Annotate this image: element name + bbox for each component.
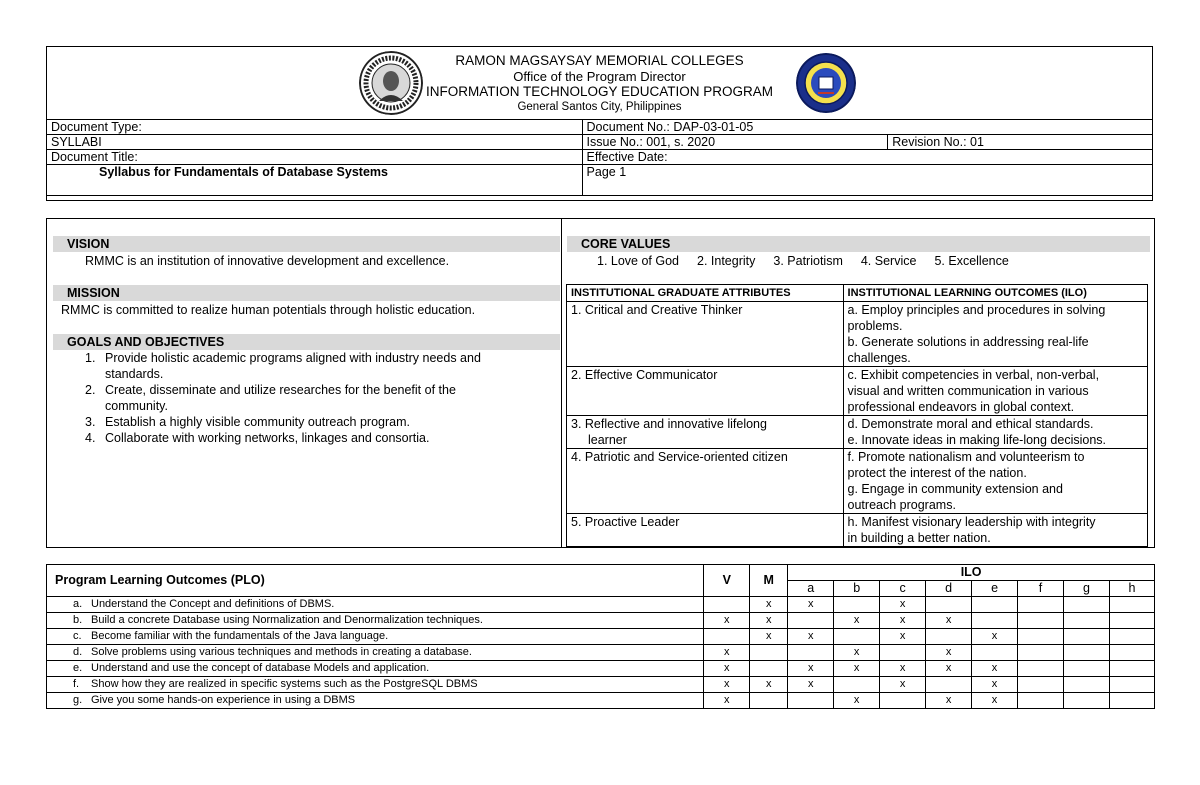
- plo-letter: a.: [73, 598, 83, 610]
- ilo-mark-cell: [1109, 629, 1154, 645]
- ilo-mark-cell: [1018, 645, 1064, 661]
- doc-type-label: Document Type:: [47, 120, 583, 135]
- ilo-mark-cell: [972, 597, 1018, 613]
- ilo-mark-cell: x: [880, 677, 926, 693]
- attribute-cell: 2. Effective Communicator: [567, 367, 844, 416]
- ilo-mark-cell: [788, 613, 834, 629]
- m-mark-cell: x: [750, 613, 788, 629]
- graduate-attributes-table: [566, 284, 1148, 547]
- ilo-mark-cell: [1109, 693, 1154, 709]
- ilo-mark-cell: x: [972, 661, 1018, 677]
- table-row: [47, 677, 1155, 693]
- effective-date: Effective Date:: [582, 150, 1152, 165]
- v-mark-cell: x: [704, 661, 750, 677]
- list-item: 3. Establish a highly visible community outreach program.: [85, 415, 410, 429]
- m-mark-cell: x: [750, 677, 788, 693]
- attribute-cell: 4. Patriotic and Service-oriented citizen: [567, 449, 844, 514]
- ilo-mark-cell: [1018, 661, 1064, 677]
- ilo-mark-cell: x: [926, 645, 972, 661]
- ilo-mark-cell: [1063, 661, 1109, 677]
- table-row: [567, 449, 1148, 514]
- ilo-mark-cell: [1018, 597, 1064, 613]
- mission-text: RMMC is committed to realize human potentials through holistic education.: [61, 303, 476, 317]
- table-row: [567, 367, 1148, 416]
- outcome-cell: f. Promote nationalism and volunteerism to protect the interest of the nation. g. Engage in community extension and outreach programs.: [843, 449, 1147, 514]
- ilo-header: INSTITUTIONAL LEARNING OUTCOMES (ILO): [843, 285, 1147, 302]
- ilo-mark-cell: [834, 629, 880, 645]
- ilo-mark-cell: [972, 645, 1018, 661]
- attribute-cell: 5. Proactive Leader: [567, 514, 844, 547]
- plo-outcome-cell: [47, 661, 704, 677]
- plo-outcome-cell: [47, 613, 704, 629]
- plo-text: Give you some hands-on experience in using a DBMS: [91, 694, 356, 706]
- ilo-mark-cell: x: [788, 629, 834, 645]
- table-row: [47, 693, 1155, 709]
- core-value-item: 1. Love of God: [597, 254, 680, 268]
- plo-header: Program Learning Outcomes (PLO): [47, 565, 704, 597]
- ilo-mark-cell: [1109, 661, 1154, 677]
- v-mark-cell: x: [704, 693, 750, 709]
- ilo-mark-cell: [926, 597, 972, 613]
- ilo-mark-cell: x: [972, 693, 1018, 709]
- plo-letter: b.: [73, 614, 83, 626]
- table-row: [567, 514, 1148, 547]
- ilo-mark-cell: x: [834, 613, 880, 629]
- ilo-col-header: c: [880, 581, 926, 597]
- ilo-mark-cell: [788, 693, 834, 709]
- ilo-mark-cell: x: [834, 661, 880, 677]
- table-row: [47, 597, 1155, 613]
- v-mark-cell: [704, 597, 750, 613]
- core-value-item: 2. Integrity: [697, 254, 756, 268]
- office-name: Office of the Program Director: [513, 69, 686, 84]
- attributes-header: INSTITUTIONAL GRADUATE ATTRIBUTES: [567, 285, 844, 302]
- ilo-mark-cell: [972, 613, 1018, 629]
- vision-heading: VISION: [53, 236, 560, 252]
- ilo-mark-cell: [1063, 645, 1109, 661]
- ilo-col-header: g: [1063, 581, 1109, 597]
- ilo-mark-cell: x: [972, 629, 1018, 645]
- ilo-mark-cell: [834, 597, 880, 613]
- core-value-item: 4. Service: [860, 254, 917, 268]
- plo-letter: d.: [73, 646, 83, 658]
- plo-letter: c.: [73, 630, 82, 642]
- plo-outcome-cell: [47, 629, 704, 645]
- ilo-mark-cell: [1018, 677, 1064, 693]
- doc-title-value: Syllabus for Fundamentals of Database Systems: [47, 165, 583, 196]
- core-values-list: [597, 253, 1027, 269]
- core-values-heading: CORE VALUES: [567, 236, 1150, 252]
- location: General Santos City, Philippines: [517, 101, 682, 113]
- ilo-col-header: a: [788, 581, 834, 597]
- ilo-mark-cell: x: [926, 613, 972, 629]
- ilo-col-header: b: [834, 581, 880, 597]
- ilo-mark-cell: x: [926, 693, 972, 709]
- ilo-mark-cell: [1063, 693, 1109, 709]
- attribute-cell: 1. Critical and Creative Thinker: [567, 302, 844, 367]
- outcome-cell: h. Manifest visionary leadership with integrity in building a better nation.: [843, 514, 1147, 547]
- ilo-mark-cell: x: [880, 661, 926, 677]
- plo-text: Become familiar with the fundamentals of the Java language.: [91, 630, 389, 642]
- v-mark-cell: [704, 629, 750, 645]
- ilo-mark-cell: [1109, 597, 1154, 613]
- document-header: [46, 46, 1153, 201]
- ilo-mark-cell: [926, 677, 972, 693]
- goals-heading: GOALS AND OBJECTIVES: [53, 334, 560, 350]
- attribute-cell: 3. Reflective and innovative lifelong learner: [567, 416, 844, 449]
- ilo-mark-cell: [880, 693, 926, 709]
- page-number: Page 1: [582, 165, 1152, 196]
- ilo-mark-cell: x: [880, 613, 926, 629]
- program-name: INFORMATION TECHNOLOGY EDUCATION PROGRAM: [425, 84, 774, 99]
- plo-outcome-cell: [47, 645, 704, 661]
- ilo-mark-cell: x: [972, 677, 1018, 693]
- m-mark-cell: [750, 661, 788, 677]
- plo-letter: f.: [73, 678, 80, 690]
- plo-text: Build a concrete Database using Normalization and Denormalization techniques.: [91, 614, 483, 626]
- ilo-mark-cell: [1063, 613, 1109, 629]
- ilo-col-header: h: [1109, 581, 1154, 597]
- goals-list: [47, 350, 547, 446]
- v-mark-cell: x: [704, 677, 750, 693]
- ilo-mark-cell: [1018, 693, 1064, 709]
- table-row: [47, 645, 1155, 661]
- table-row: [47, 629, 1155, 645]
- plo-letter: g.: [73, 694, 83, 706]
- list-item: 2. Create, disseminate and utilize researches for the benefit of the community.: [85, 383, 456, 413]
- ilo-mark-cell: [1063, 597, 1109, 613]
- ilo-col-header: e: [972, 581, 1018, 597]
- core-value-item: 3. Patriotism: [773, 254, 843, 268]
- doc-type-value: SYLLABI: [47, 135, 583, 150]
- plo-body: [47, 597, 1155, 709]
- list-item: 4. Collaborate with working networks, linkages and consortia.: [85, 431, 430, 445]
- plo-outcome-cell: [47, 693, 704, 709]
- institution-banner: [47, 47, 1152, 119]
- ilo-mark-cell: [926, 629, 972, 645]
- ilo-col-header: f: [1018, 581, 1064, 597]
- table-row: [567, 302, 1148, 367]
- outcome-cell: c. Exhibit competencies in verbal, non-verbal, visual and written communication in various professional endeavors in global context.: [843, 367, 1147, 416]
- core-value-item: 5. Excellence: [934, 254, 1009, 268]
- ilo-mark-cell: [1109, 677, 1154, 693]
- mission-heading: MISSION: [53, 285, 560, 301]
- vision-text: RMMC is an institution of innovative development and excellence.: [85, 254, 450, 268]
- ilo-mark-cell: [834, 677, 880, 693]
- m-header: M: [750, 565, 788, 597]
- list-item: 1. Provide holistic academic programs aligned with industry needs and standards.: [85, 351, 481, 381]
- ilo-mark-cell: [880, 645, 926, 661]
- plo-outcome-cell: [47, 597, 704, 613]
- plo-table: [46, 564, 1155, 709]
- plo-text: Understand and use the concept of database Models and application.: [91, 662, 430, 674]
- ilo-mark-cell: x: [926, 661, 972, 677]
- plo-outcome-cell: [47, 677, 704, 693]
- plo-text: Solve problems using various techniques and methods in creating a database.: [91, 646, 472, 658]
- ilo-mark-cell: [1063, 677, 1109, 693]
- table-row: [47, 613, 1155, 629]
- v-mark-cell: x: [704, 613, 750, 629]
- ilo-mark-cell: [1018, 613, 1064, 629]
- ilo-mark-cell: x: [834, 645, 880, 661]
- ilo-group-header: ILO: [788, 565, 1155, 581]
- column-divider: [561, 219, 562, 547]
- plo-letter: e.: [73, 662, 83, 674]
- ilo-mark-cell: x: [788, 661, 834, 677]
- document-info-table: [46, 119, 1153, 196]
- ilo-mark-cell: [1018, 629, 1064, 645]
- plo-text: Understand the Concept and definitions of DBMS.: [91, 598, 335, 610]
- issue-number: Issue No.: 001, s. 2020: [582, 135, 888, 150]
- m-mark-cell: x: [750, 597, 788, 613]
- ilo-mark-cell: x: [880, 629, 926, 645]
- m-mark-cell: [750, 645, 788, 661]
- ilo-mark-cell: x: [880, 597, 926, 613]
- table-row: [567, 416, 1148, 449]
- doc-title-label: Document Title:: [47, 150, 583, 165]
- v-mark-cell: x: [704, 645, 750, 661]
- outcome-cell: a. Employ principles and procedures in solving problems. b. Generate solutions in addressing real-life challenges.: [843, 302, 1147, 367]
- m-mark-cell: [750, 693, 788, 709]
- ilo-mark-cell: [1109, 645, 1154, 661]
- ilo-mark-cell: [1109, 613, 1154, 629]
- institution-name: RAMON MAGSAYSAY MEMORIAL COLLEGES: [455, 53, 744, 68]
- outcome-cell: d. Demonstrate moral and ethical standards. e. Innovate ideas in making life-long decisions.: [843, 416, 1147, 449]
- ilo-mark-cell: x: [834, 693, 880, 709]
- ilo-mark-cell: x: [788, 677, 834, 693]
- plo-text: Show how they are realized in specific systems such as the PostgreSQL DBMS: [91, 678, 478, 690]
- ilo-mark-cell: [788, 645, 834, 661]
- ilo-mark-cell: [1063, 629, 1109, 645]
- v-header: V: [704, 565, 750, 597]
- table-row: [47, 661, 1155, 677]
- m-mark-cell: x: [750, 629, 788, 645]
- doc-number: Document No.: DAP-03-01-05: [582, 120, 1152, 135]
- revision-number: Revision No.: 01: [888, 135, 1153, 150]
- ilo-mark-cell: x: [788, 597, 834, 613]
- ilo-col-header: d: [926, 581, 972, 597]
